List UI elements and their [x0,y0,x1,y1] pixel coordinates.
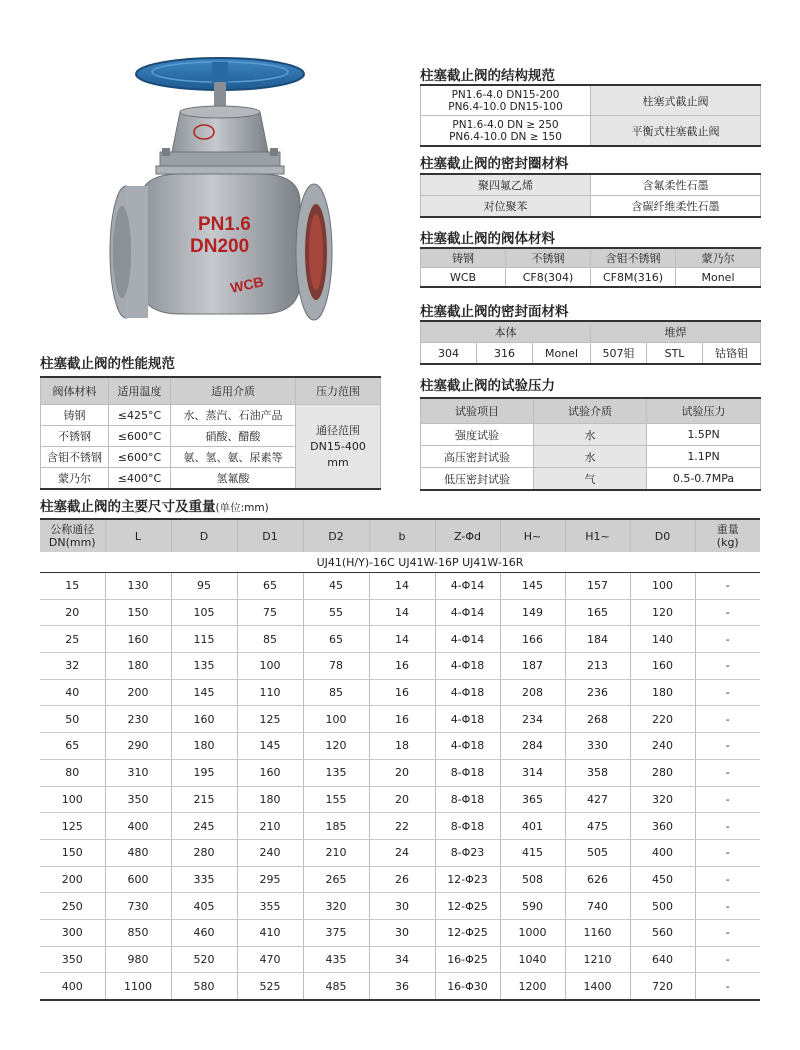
dimensions-cell: - [695,653,760,680]
dimensions-cell: - [695,599,760,626]
dimensions-cell: 4-Φ18 [435,679,500,706]
test-pressure-value: 1.1PN [647,446,761,468]
dimensions-cell: 365 [500,786,565,813]
dimensions-cell: 85 [237,626,303,653]
test-pressure-medium: 气 [534,468,647,491]
dimensions-cell: 75 [237,599,303,626]
dimensions-cell: 210 [303,839,369,866]
performance-temp: ≤600°C [109,447,171,468]
dimensions-cell: 166 [500,626,565,653]
dimensions-models: UJ41(H/Y)-16C UJ41W-16P UJ41W-16R [40,552,760,573]
dimensions-cell: 16 [369,679,435,706]
dimensions-cell: 45 [303,573,369,600]
sealing-face-cell: Monel [533,343,591,365]
pressure-range-line: DN15-400 [310,439,366,453]
dimensions-cell: 1000 [500,919,565,946]
dimensions-cell: 20 [369,786,435,813]
dimensions-cell: 125 [237,706,303,733]
pressure-range-line: 通径范围 [316,423,360,437]
dimensions-cell: 40 [40,679,105,706]
dimensions-cell: 280 [171,839,237,866]
dimensions-header-cell: D [171,519,237,552]
sealing-face-cell: 钴铬钼 [703,343,761,365]
dimensions-cell: 435 [303,946,369,973]
dimensions-cell: 14 [369,573,435,600]
dimensions-cell: 180 [171,733,237,760]
performance-medium: 氨、氢、氨、尿素等 [171,447,296,468]
dimensions-cell: 32 [40,653,105,680]
performance-temp: ≤400°C [109,468,171,490]
body-material-cell: WCB [421,268,506,288]
dimensions-cell: 400 [40,973,105,1000]
test-pressure-value: 1.5PN [647,424,761,446]
test-pressure-header: 试验项目 [421,398,534,424]
dimensions-cell: 580 [171,973,237,1000]
dimensions-cell: 180 [105,653,171,680]
table-row [40,679,760,706]
dimensions-cell: 427 [565,786,630,813]
dimensions-header-cell: H~ [500,519,565,552]
dimensions-cell: 110 [237,679,303,706]
test-pressure-item: 高压密封试验 [421,446,534,468]
valve-marking-pn: PN1.6 [198,214,251,235]
dimensions-cell: 1160 [565,919,630,946]
table-row [40,786,760,813]
table-row [40,946,760,973]
dimensions-cell: 720 [630,973,695,1000]
dimensions-cell: 187 [500,653,565,680]
dimensions-cell: 155 [303,786,369,813]
dimensions-cell: 100 [303,706,369,733]
dimensions-cell: - [695,866,760,893]
test-pressure-medium: 水 [534,424,647,446]
structure-spec-line: PN1.6-4.0 DN15-200 [451,88,560,101]
dimensions-cell: 200 [40,866,105,893]
dimensions-cell: 135 [171,653,237,680]
dimensions-cell: 100 [630,573,695,600]
dimensions-cell: 980 [105,946,171,973]
dimensions-cell: 268 [565,706,630,733]
body-material-cell: CF8M(316) [591,268,676,288]
dimensions-cell: 1400 [565,973,630,1000]
test-pressure-value: 0.5-0.7MPa [647,468,761,491]
dimensions-cell: 1210 [565,946,630,973]
dimensions-cell: 65 [303,626,369,653]
dimensions-cell: 295 [237,866,303,893]
dimensions-cell: 480 [105,839,171,866]
dimensions-cell: 284 [500,733,565,760]
performance-title: 柱塞截止阀的性能规范 [40,356,175,372]
test-pressure-title: 柱塞截止阀的试验压力 [420,378,555,394]
dimensions-cell: 375 [303,919,369,946]
dimensions-cell: 215 [171,786,237,813]
dimensions-cell: 12-Φ25 [435,893,500,920]
valve-marking-material: WCB [228,273,265,296]
dimensions-cell: 236 [565,679,630,706]
dimensions-cell: 145 [171,679,237,706]
sealing-face-group: 本体 [421,321,591,343]
dimensions-cell: 185 [303,813,369,840]
dimensions-cell: 360 [630,813,695,840]
dimensions-cell: 850 [105,919,171,946]
dimensions-cell: 12-Φ25 [435,919,500,946]
dimensions-cell: 14 [369,599,435,626]
seal-ring-title: 柱塞截止阀的密封圈材料 [420,156,569,172]
dimensions-cell: 36 [369,973,435,1000]
dimensions-cell: 208 [500,679,565,706]
dimensions-cell: 78 [303,653,369,680]
test-pressure-item: 低压密封试验 [421,468,534,491]
dimensions-cell: 250 [40,893,105,920]
seal-ring-cell: 含氟柔性石墨 [591,174,761,196]
dimensions-cell: 355 [237,893,303,920]
sealing-face-cell: 507钼 [591,343,647,365]
dimensions-header-row [40,519,760,552]
dimensions-cell: 15 [40,573,105,600]
dimensions-cell: 405 [171,893,237,920]
dimensions-cell: - [695,759,760,786]
performance-medium: 氢氟酸 [171,468,296,490]
dimensions-cell: 120 [630,599,695,626]
dimensions-cell: 140 [630,626,695,653]
structure-title: 柱塞截止阀的结构规范 [420,68,555,84]
dimensions-cell: 230 [105,706,171,733]
dimensions-cell: - [695,733,760,760]
performance-temp: ≤425°C [109,405,171,426]
dimensions-cell: 590 [500,893,565,920]
dimensions-cell: 195 [171,759,237,786]
table-row [40,839,760,866]
dimensions-header-cell: D2 [303,519,369,552]
structure-row [421,85,761,116]
dimensions-unit: (单位:mm) [215,502,269,514]
dimensions-cell: - [695,973,760,1000]
table-row [40,973,760,1000]
table-row [40,573,760,600]
seal-ring-cell: 对位聚苯 [421,196,591,218]
structure-type: 柱塞式截止阀 [591,85,761,116]
performance-material: 铸钢 [41,405,109,426]
dimensions-cell: 160 [630,653,695,680]
dimensions-cell: 626 [565,866,630,893]
dimensions-cell: 310 [105,759,171,786]
dimensions-cell: 1100 [105,973,171,1000]
sealing-face-cell: STL [647,343,703,365]
dimensions-cell: 25 [40,626,105,653]
dimensions-header-cell: b [369,519,435,552]
body-material-header: 含钼不锈钢 [591,248,676,268]
dimensions-cell: 18 [369,733,435,760]
dimensions-cell: 265 [303,866,369,893]
dimensions-cell: 160 [105,626,171,653]
valve-marking-dn: DN200 [190,236,250,257]
performance-medium: 硝酸、醋酸 [171,426,296,447]
dimensions-cell: 16 [369,653,435,680]
dimensions-cell: 4-Φ18 [435,653,500,680]
dimensions-cell: 130 [105,573,171,600]
sealing-face-title: 柱塞截止阀的密封面材料 [420,304,569,320]
structure-table [420,84,761,147]
body-material-title: 柱塞截止阀的阀体材料 [420,231,555,247]
dimensions-cell: 157 [565,573,630,600]
dimensions-cell: 4-Φ14 [435,573,500,600]
dimensions-cell: 400 [630,839,695,866]
dimensions-cell: 85 [303,679,369,706]
dimensions-cell: - [695,946,760,973]
dimensions-cell: 485 [303,973,369,1000]
table-row [40,893,760,920]
dimensions-cell: 415 [500,839,565,866]
dimensions-cell: 200 [105,679,171,706]
dimensions-cell: 145 [237,733,303,760]
dimensions-cell: 80 [40,759,105,786]
dimensions-model-row [40,552,760,573]
dimensions-cell: - [695,893,760,920]
dimensions-cell: - [695,573,760,600]
body-material-cell: Monel [676,268,761,288]
performance-material: 含钼不锈钢 [41,447,109,468]
dimensions-cell: - [695,813,760,840]
dimensions-cell: 740 [565,893,630,920]
dimensions-cell: 1040 [500,946,565,973]
dimensions-cell: 220 [630,706,695,733]
dimensions-cell: 50 [40,706,105,733]
dimensions-cell: 16-Φ25 [435,946,500,973]
dimensions-cell: 600 [105,866,171,893]
sealing-face-table [420,320,761,365]
body-material-header: 铸钢 [421,248,506,268]
dimensions-cell: 508 [500,866,565,893]
dimensions-title-text: 柱塞截止阀的主要尺寸及重量 [40,499,216,515]
performance-table [40,376,381,490]
dimensions-cell: 20 [369,759,435,786]
dimensions-cell: 34 [369,946,435,973]
dimensions-cell: 95 [171,573,237,600]
dimensions-cell: 22 [369,813,435,840]
dimensions-cell: 640 [630,946,695,973]
table-row [40,706,760,733]
dimensions-cell: 520 [171,946,237,973]
dimensions-header-cell: D0 [630,519,695,552]
performance-temp: ≤600°C [109,426,171,447]
dimensions-cell: 4-Φ14 [435,599,500,626]
dimensions-cell: 180 [630,679,695,706]
dimensions-cell: 4-Φ18 [435,733,500,760]
dimensions-cell: 240 [237,839,303,866]
table-row [40,919,760,946]
dimensions-cell: 160 [237,759,303,786]
dimensions-cell: 4-Φ14 [435,626,500,653]
table-row [40,813,760,840]
dimensions-cell: - [695,626,760,653]
body-material-cell: CF8(304) [506,268,591,288]
dimensions-cell: - [695,706,760,733]
performance-pressure-range [296,405,381,490]
structure-spec-line: PN6.4-10.0 DN15-100 [448,100,563,113]
dimensions-cell: 30 [369,919,435,946]
performance-header: 阀体材料 [41,377,109,405]
dimensions-header-cell: 重量 (kg) [695,519,760,552]
structure-spec-line: PN6.4-10.0 DN ≥ 150 [449,130,562,143]
dimensions-cell: 8-Φ18 [435,813,500,840]
dimensions-cell: 280 [630,759,695,786]
dimensions-cell: 180 [237,786,303,813]
table-row [40,733,760,760]
table-row [40,599,760,626]
dimensions-cell: 105 [171,599,237,626]
dimensions-cell: 560 [630,919,695,946]
body-material-header: 不锈钢 [506,248,591,268]
dimensions-cell: 1200 [500,973,565,1000]
dimensions-cell: 500 [630,893,695,920]
dimensions-title [40,495,269,515]
table-row [40,626,760,653]
dimensions-cell: 65 [40,733,105,760]
dimensions-cell: 100 [237,653,303,680]
dimensions-cell: 400 [105,813,171,840]
test-pressure-item: 强度试验 [421,424,534,446]
dimensions-cell: 505 [565,839,630,866]
dimensions-header-cell: H1~ [565,519,630,552]
test-pressure-header: 试验压力 [647,398,761,424]
performance-header: 适用介质 [171,377,296,405]
dimensions-cell: 350 [40,946,105,973]
dimensions-cell: 100 [40,786,105,813]
performance-material: 蒙乃尔 [41,468,109,490]
dimensions-cell: 410 [237,919,303,946]
dimensions-cell: 245 [171,813,237,840]
structure-row [421,116,761,147]
dimensions-cell: 65 [237,573,303,600]
structure-spec-line: PN1.6-4.0 DN ≥ 250 [452,118,559,131]
dimensions-table [40,518,760,1001]
dimensions-cell: 12-Φ23 [435,866,500,893]
dimensions-cell: 240 [630,733,695,760]
dimensions-cell: 8-Φ18 [435,759,500,786]
dimensions-cell: 358 [565,759,630,786]
dimensions-cell: 470 [237,946,303,973]
sealing-face-cell: 316 [477,343,533,365]
sealing-face-cell: 304 [421,343,477,365]
seal-ring-cell: 含碳纤维柔性石墨 [591,196,761,218]
dimensions-cell: 8-Φ18 [435,786,500,813]
dimensions-cell: 184 [565,626,630,653]
dimensions-cell: 160 [171,706,237,733]
seal-ring-table [420,173,761,218]
body-material-table [420,247,761,288]
dimensions-header-cell: D1 [237,519,303,552]
dimensions-cell: 165 [565,599,630,626]
structure-type: 平衡式柱塞截止阀 [591,116,761,147]
dimensions-cell: 290 [105,733,171,760]
dimensions-cell: 320 [303,893,369,920]
dimensions-cell: 4-Φ18 [435,706,500,733]
dimensions-cell: 475 [565,813,630,840]
performance-header: 适用温度 [109,377,171,405]
dimensions-cell: 335 [171,866,237,893]
dimensions-cell: 401 [500,813,565,840]
dimensions-cell: 24 [369,839,435,866]
dimensions-cell: 30 [369,893,435,920]
dimensions-cell: 14 [369,626,435,653]
dimensions-cell: - [695,919,760,946]
sealing-face-group: 堆焊 [591,321,761,343]
dimensions-cell: 145 [500,573,565,600]
performance-medium: 水、蒸汽、石油产品 [171,405,296,426]
dimensions-header-cell: Z-Φd [435,519,500,552]
table-row [40,653,760,680]
globe-valve-illustration [100,52,340,342]
test-pressure-table [420,397,761,491]
dimensions-cell: 330 [565,733,630,760]
seal-ring-cell: 聚四氟乙烯 [421,174,591,196]
table-row [40,866,760,893]
dimensions-cell: 525 [237,973,303,1000]
dimensions-cell: 115 [171,626,237,653]
dimensions-cell: 20 [40,599,105,626]
dimensions-cell: 150 [105,599,171,626]
dimensions-cell: 300 [40,919,105,946]
dimensions-cell: 213 [565,653,630,680]
test-pressure-header: 试验介质 [534,398,647,424]
dimensions-cell: 320 [630,786,695,813]
dimensions-cell: 350 [105,786,171,813]
table-row [40,759,760,786]
dimensions-header-cell: 公称通径 DN(mm) [40,519,105,552]
valve-image [100,52,340,342]
dimensions-cell: 730 [105,893,171,920]
dimensions-cell: 16-Φ30 [435,973,500,1000]
dimensions-cell: 149 [500,599,565,626]
dimensions-header-cell: L [105,519,171,552]
dimensions-cell: 16 [369,706,435,733]
dimensions-cell: 234 [500,706,565,733]
dimensions-cell: 26 [369,866,435,893]
dimensions-cell: 8-Φ23 [435,839,500,866]
dimensions-cell: 125 [40,813,105,840]
dimensions-cell: - [695,786,760,813]
pressure-range-line: mm [327,455,349,469]
dimensions-cell: 55 [303,599,369,626]
dimensions-cell: 120 [303,733,369,760]
body-material-header: 蒙乃尔 [676,248,761,268]
dimensions-cell: 460 [171,919,237,946]
test-pressure-medium: 水 [534,446,647,468]
performance-material: 不锈钢 [41,426,109,447]
dimensions-cell: 210 [237,813,303,840]
dimensions-cell: 135 [303,759,369,786]
performance-header: 压力范围 [296,377,381,405]
dimensions-cell: 314 [500,759,565,786]
dimensions-cell: 450 [630,866,695,893]
dimensions-cell: - [695,839,760,866]
dimensions-cell: - [695,679,760,706]
dimensions-cell: 150 [40,839,105,866]
